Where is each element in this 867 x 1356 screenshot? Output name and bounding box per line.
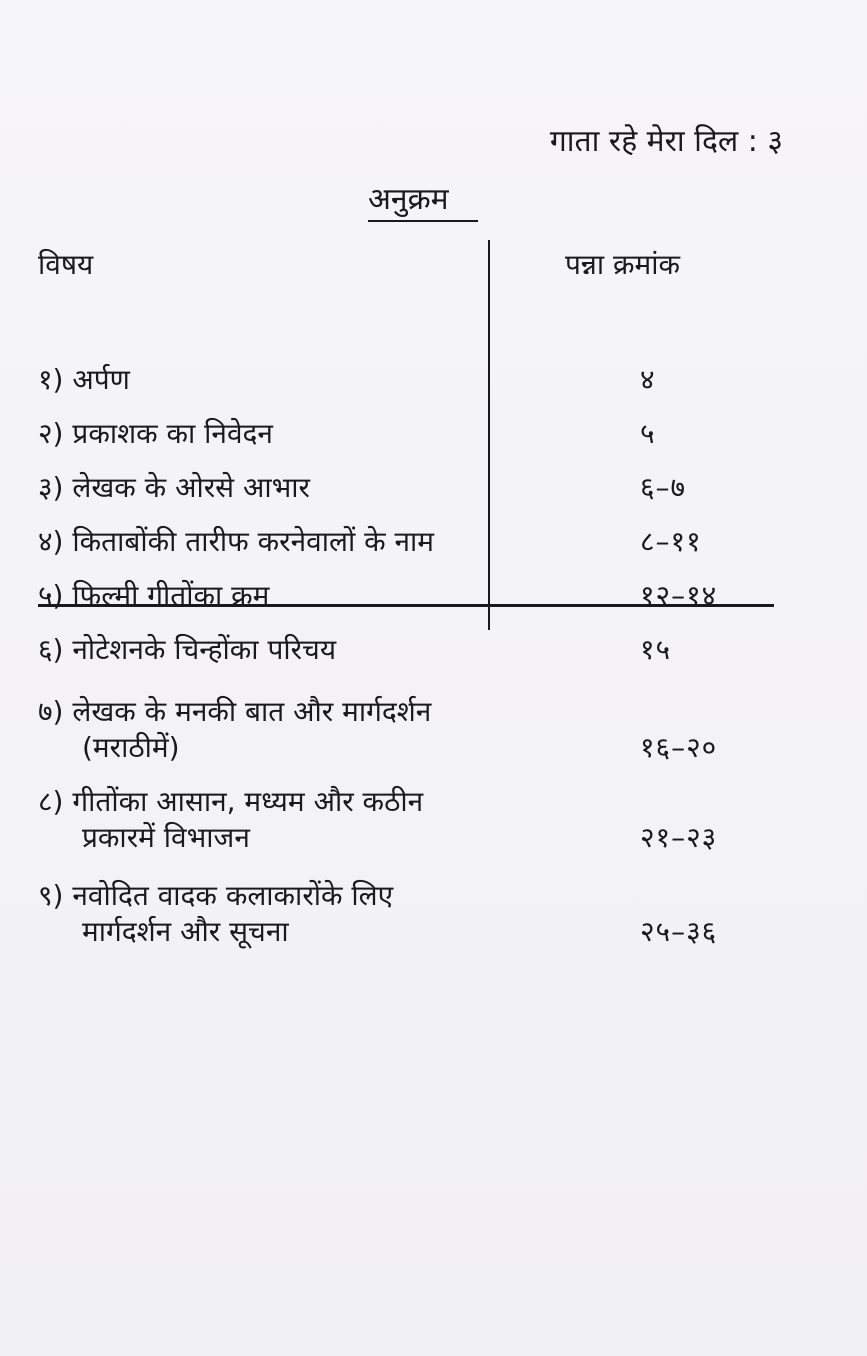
toc-title: अनुक्रम: [368, 182, 449, 217]
toc-entry-label: ५) फिल्मी गीतोंका क्रम: [38, 579, 270, 612]
toc-entry-page: ६–७: [640, 471, 687, 504]
toc-entry-label-continued: प्रकारमें विभाजन: [82, 821, 250, 854]
toc-entry-page: ४: [640, 363, 656, 396]
table-vertical-divider: [488, 240, 490, 630]
toc-entry-page: २१–२३: [640, 821, 718, 854]
toc-entry-label: ६) नोटेशनके चिन्होंका परिचय: [38, 633, 337, 666]
toc-entry-label-continued: मार्गदर्शन और सूचना: [82, 915, 289, 948]
toc-entry-page: १५: [640, 633, 672, 666]
running-header: गाता रहे मेरा दिल : ३: [549, 124, 783, 159]
toc-entry-6: [38, 632, 336, 668]
toc-entry-label: २) प्रकाशक का निवेदन: [38, 417, 273, 450]
toc-entry-label: ८) गीतोंका आसान, मध्यम और कठीन: [38, 785, 424, 818]
subject-column-header: विषय: [38, 248, 94, 281]
toc-entry-page: १६–२०: [640, 731, 718, 764]
toc-entry-8: [38, 784, 423, 856]
page-number-column-header: पन्ना क्रमांक: [565, 248, 681, 281]
toc-entry-7: [38, 694, 431, 766]
toc-entry-page: १२–१४: [640, 579, 718, 612]
toc-entry-5: [38, 578, 269, 614]
toc-title-underline: [368, 220, 478, 222]
toc-entry-label: १) अर्पण: [38, 363, 130, 396]
toc-entry-9: [38, 878, 393, 950]
toc-entry-2: [38, 416, 273, 452]
toc-entry-label: ९) नवोदित वादक कलाकारोंके लिए: [38, 879, 394, 912]
toc-entry-page: ५: [640, 417, 656, 450]
toc-entry-label-continued: (मराठीमें): [82, 731, 180, 764]
toc-entry-label: ४) किताबोंकी तारीफ करनेवालों के नाम: [38, 525, 435, 558]
toc-entry-page: ८–११: [640, 525, 702, 558]
toc-entry-label: ३) लेखक के ओरसे आभार: [38, 471, 311, 504]
toc-entry-3: [38, 470, 310, 506]
toc-entry-label: ७) लेखक के मनकी बात और मार्गदर्शन: [38, 695, 432, 728]
toc-entry-1: [38, 362, 130, 398]
toc-entry-4: [38, 524, 434, 560]
toc-entry-page: २५–३६: [640, 915, 718, 948]
